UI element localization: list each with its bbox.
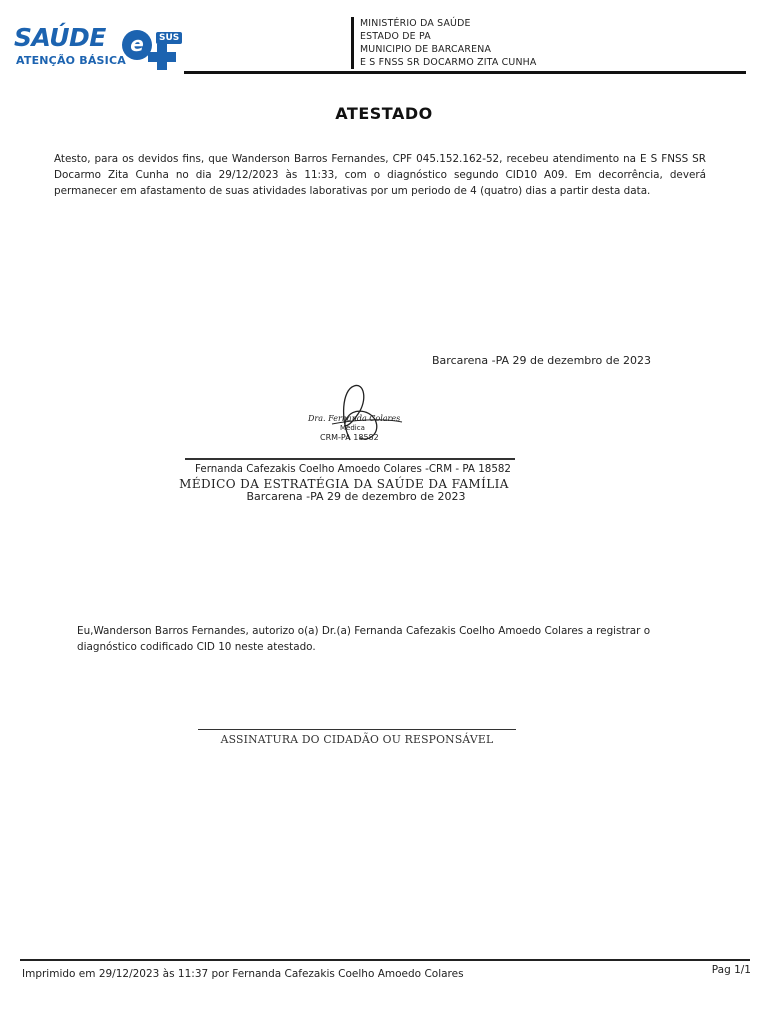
logo-main-text: SAÚDE bbox=[14, 23, 106, 52]
citizen-signature-line bbox=[198, 729, 516, 730]
logo-sus-tag: SUS bbox=[156, 32, 182, 44]
print-info: Imprimido em 29/12/2023 às 11:37 por Fernanda Cafezakis Coelho Amoedo Colares bbox=[22, 968, 464, 980]
attestation-paragraph: Atesto, para os devidos fins, que Wanderson Barros Fernandes, CPF 045.152.162-52, recebeu atendimento na E S FNSS SR Docarmo Zita Cunha no dia 29/12/2023 às 11:33, com o diagnóstico segundo CID10 A09. Em decorrência, deverá permanecer em afastamento de suas atividades laborativas por um periodo de 4 (quatro) dias a partir desta data. bbox=[54, 153, 706, 197]
logo-cross-icon bbox=[148, 44, 176, 70]
stamp-name: Dra. Fernanda Colares bbox=[308, 414, 401, 423]
footer-rule bbox=[20, 959, 750, 961]
page-number: Pag 1/1 bbox=[711, 964, 751, 976]
authorization-paragraph: Eu,Wanderson Barros Fernandes, autorizo o(a) Dr.(a) Fernanda Cafezakis Coelho Amoedo Colares a registrar o diagnóstico codificado CID 10 neste atestado. bbox=[77, 625, 651, 653]
doctor-signature-stamp bbox=[302, 380, 414, 450]
stamp-role: Médica bbox=[340, 424, 365, 432]
logo-e-badge: e bbox=[122, 30, 152, 60]
logo-subtitle: ATENÇÃO BÁSICA bbox=[16, 54, 126, 67]
saude-esus-logo bbox=[14, 24, 184, 70]
doctor-name: Fernanda Cafezakis Coelho Amoedo Colares -CRM - PA 18582 bbox=[195, 463, 511, 475]
org-line: E S FNSS SR DOCARMO ZITA CUNHA bbox=[360, 57, 537, 68]
org-line: MUNICIPIO DE BARCARENA bbox=[360, 44, 492, 55]
stamp-crm: CRM-PA 18582 bbox=[320, 433, 379, 442]
org-line: MINISTÉRIO DA SAÚDE bbox=[360, 18, 471, 29]
organization-block bbox=[360, 17, 537, 69]
doctor-date: Barcarena -PA 29 de dezembro de 2023 bbox=[246, 490, 466, 503]
citizen-signature-label: ASSINATURA DO CIDADÃO OU RESPONSÁVEL bbox=[220, 733, 494, 746]
doctor-role: MÉDICO DA ESTRATÉGIA DA SAÚDE DA FAMÍLIA bbox=[179, 477, 509, 491]
document-title: ATESTADO bbox=[335, 104, 433, 123]
header-divider bbox=[351, 17, 354, 69]
header-rule bbox=[184, 71, 746, 74]
doctor-signature-line bbox=[185, 458, 515, 460]
place-date: Barcarena -PA 29 de dezembro de 2023 bbox=[432, 354, 652, 367]
org-line: ESTADO DE PA bbox=[360, 31, 431, 42]
